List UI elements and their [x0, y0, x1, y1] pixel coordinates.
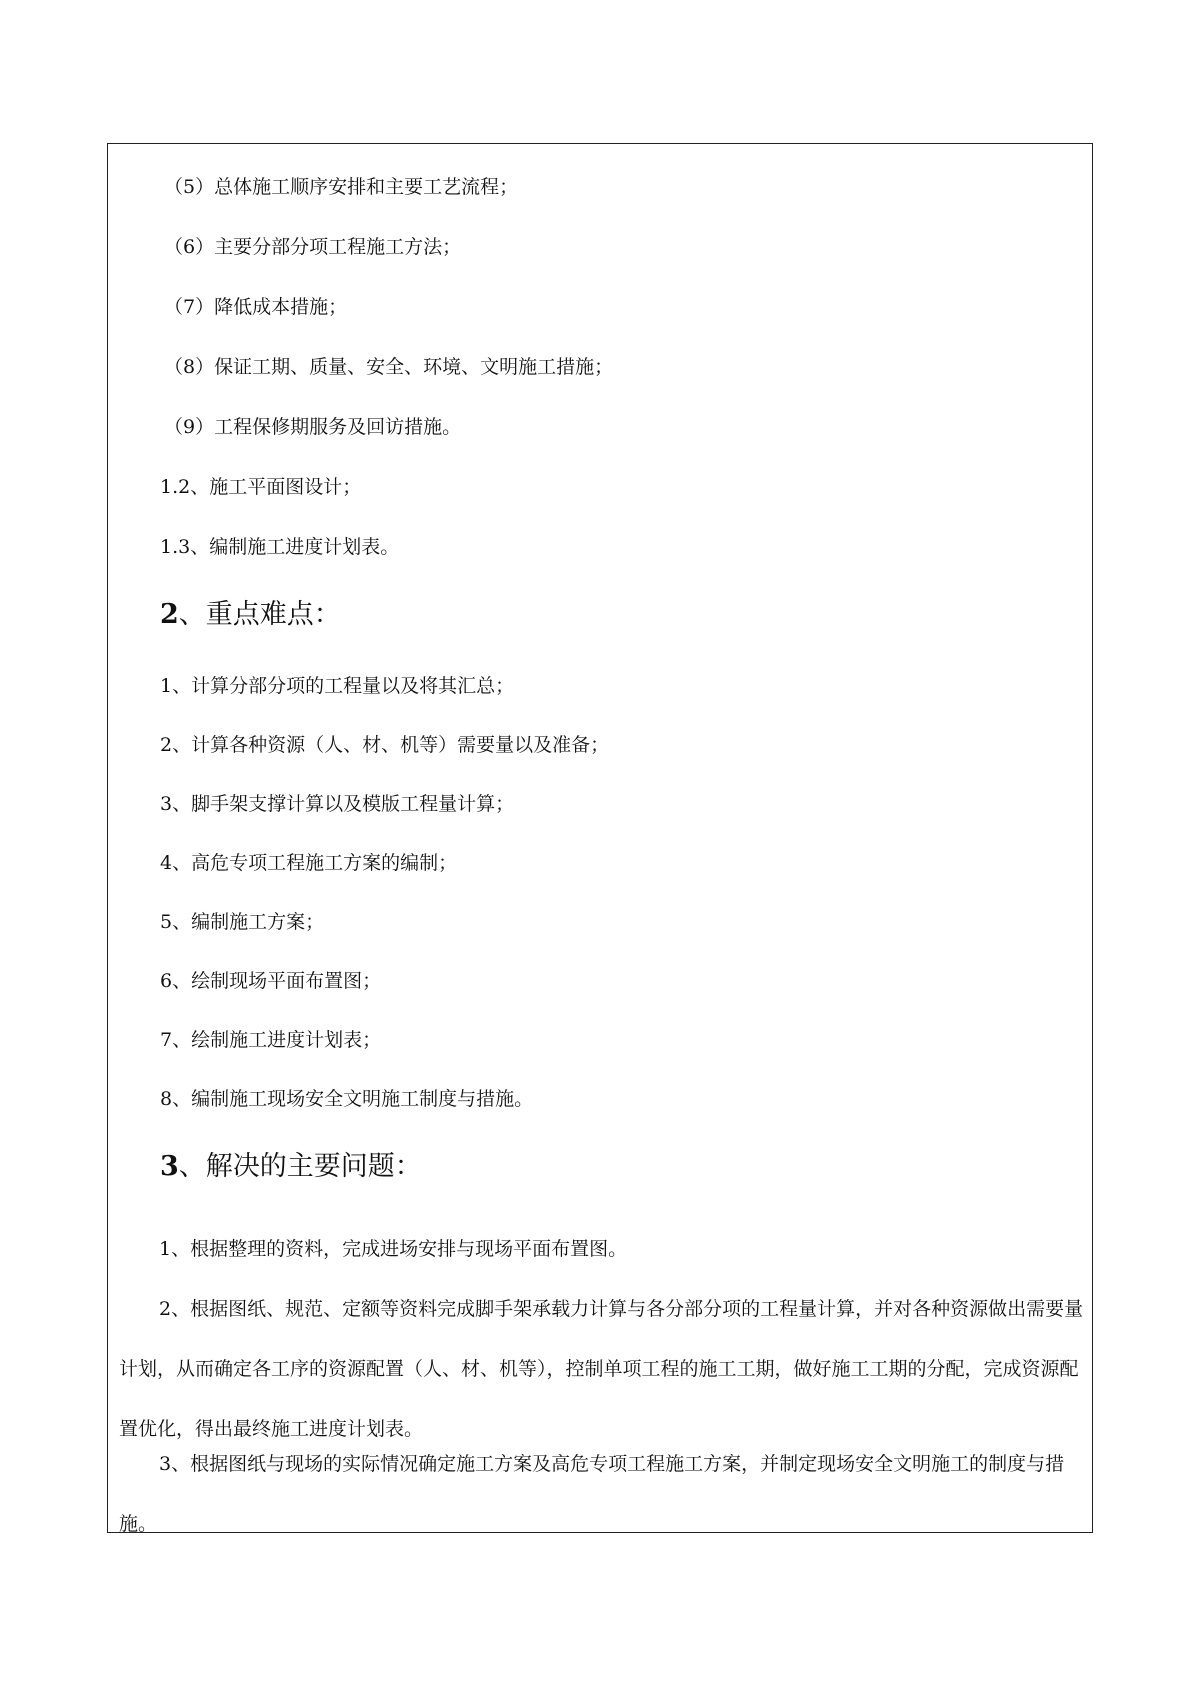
sub-item-1-2: 1.2、施工平面图设计；: [160, 476, 362, 498]
solution-paragraph-2: 2、根据图纸、规范、定额等资料完成脚手架承载力计算与各分部分项的工程量计算，并对各种资源做出需要量计划，从而确定各工序的资源配置（人、材、机等），控制单项工程的施工工期，做好施工工期的分配，完成资源配置优化，得出最终施工进度计划表。: [119, 1298, 1084, 1440]
section-2-title: 、重点难点：: [178, 599, 341, 630]
list-item-8: （8）保证工期、质量、安全、环境、文明施工措施；: [164, 356, 614, 378]
sub-item-1-3: 1.3、编制施工进度计划表。: [160, 536, 400, 558]
section-2-number: 2: [160, 599, 179, 630]
difficulty-item-7: 7、绘制施工进度计划表；: [160, 1029, 382, 1051]
section-3-title: 、解决的主要问题：: [178, 1151, 422, 1182]
difficulty-item-5: 5、编制施工方案；: [160, 911, 325, 933]
list-item-9: （9）工程保修期服务及回访措施。: [164, 416, 462, 438]
difficulty-item-1: 1、计算分部分项的工程量以及将其汇总；: [160, 675, 515, 697]
list-item-6: （6）主要分部分项工程施工方法；: [164, 236, 462, 258]
solution-paragraph-3: 3、根据图纸与现场的实际情况确定施工方案及高危专项工程施工方案，并制定现场安全文明施工的制度与措施。: [119, 1453, 1065, 1535]
difficulty-item-8: 8、编制施工现场安全文明施工制度与措施。: [160, 1088, 534, 1110]
section-2-heading: [160, 598, 341, 632]
difficulty-item-4: 4、高危专项工程施工方案的编制；: [160, 852, 458, 874]
solution-paragraph-1: 1、根据整理的资料，完成进场安排与现场平面布置图。: [159, 1238, 628, 1260]
difficulty-item-3: 3、脚手架支撑计算以及模版工程量计算；: [160, 793, 515, 815]
list-item-7: （7）降低成本措施；: [164, 296, 348, 318]
difficulty-item-2: 2、计算各种资源（人、材、机等）需要量以及准备；: [160, 734, 610, 756]
list-item-5: （5）总体施工顺序安排和主要工艺流程；: [164, 176, 519, 198]
section-3-heading: [160, 1150, 422, 1184]
section-3-number: 3: [160, 1151, 179, 1182]
difficulty-item-6: 6、绘制现场平面布置图；: [160, 970, 382, 992]
